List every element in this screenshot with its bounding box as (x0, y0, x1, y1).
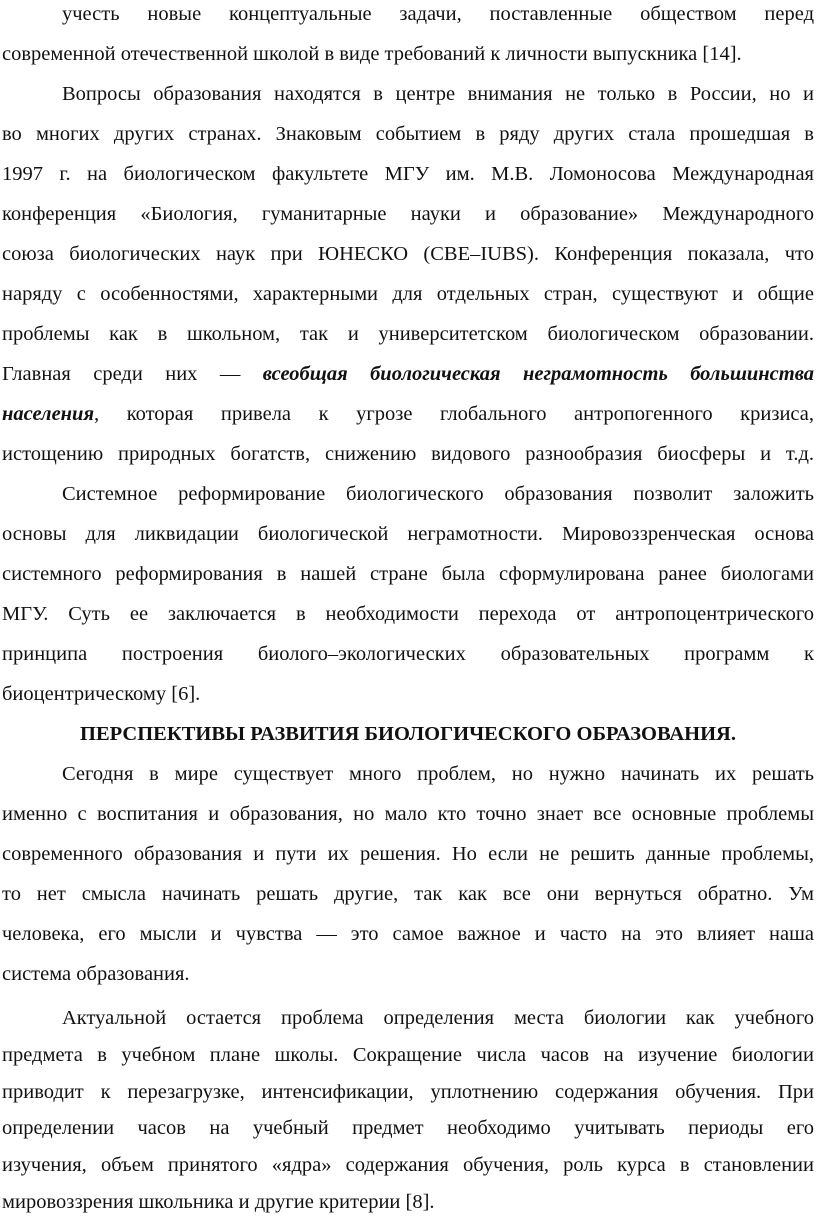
text-line: современной отечественной школой в виде требований к личности выпускника [14]. (2, 43, 742, 65)
text-line: изучения, объем принятого «ядра» содержания обучения, роль курса в становлении (2, 1154, 814, 1177)
text-line: Актуальной остается проблема определения места биологии как учебного (62, 1007, 814, 1029)
text-line: конференция «Биология, гуманитарные науки и образование» Международного (2, 203, 814, 225)
text-line: принципа построения биолого–экологических образовательных программ к (2, 643, 814, 665)
text-line: Вопросы образования находятся в центре внимания не только в России, но и (62, 83, 814, 105)
text-line: система образования. (2, 963, 190, 985)
text-line: мировоззрения школьника и другие критерии [8]. (2, 1191, 435, 1213)
text-line: МГУ. Суть ее заключается в необходимости перехода от антропоцентрического (2, 603, 814, 625)
text-line: предмета в учебном плане школы. Сокращение числа часов на изучение биологии (2, 1043, 814, 1066)
text-line: именно с воспитания и образования, но мало кто точно знает все основные проблемы (2, 803, 814, 825)
text-line: во многих других странах. Знаковым событием в ряду других стала прошедшая в (2, 123, 814, 145)
emphasis-text: населения (2, 403, 95, 425)
text-line: современного образования и пути их решения. Но если не решить данные проблемы, (2, 843, 814, 865)
text-line: Сегодня в мире существует много проблем, но нужно начинать их решать (62, 763, 814, 785)
text-line (2, 360, 814, 388)
emphasis-text: всеобщая биологическая неграмотность большинства (262, 363, 814, 385)
text-span: , которая привела к угрозе глобального антропогенного кризиса, (94, 403, 814, 425)
text-line: Системное реформирование биологического образования позволит заложить (62, 483, 814, 505)
text-line: системного реформирования в нашей стране была сформулирована ранее биологами (2, 563, 814, 585)
text-line: наряду с особенностями, характерными для отдельных стран, существуют и общие (2, 283, 814, 305)
text-line: истощению природных богатств, снижению видового разнообразия биосферы и т.д. (2, 443, 814, 465)
text-line: 1997 г. на биологическом факультете МГУ им. М.В. Ломоносова Международная (2, 163, 814, 185)
text-line: приводит к перезагрузке, интенсификации, уплотнению содержания обучения. При (2, 1080, 814, 1103)
text-line: проблемы как в школьном, так и университетском биологическом образовании. (2, 323, 814, 345)
section-heading: ПЕРСПЕКТИВЫ РАЗВИТИЯ БИОЛОГИЧЕСКОГО ОБРАЗОВАНИЯ. (80, 723, 736, 745)
text-line: биоцентрическому [6]. (2, 683, 201, 705)
text-line (2, 400, 814, 428)
text-line: основы для ликвидации биологической неграмотности. Мировоззренческая основа (2, 523, 814, 545)
text-line: определении часов на учебный предмет необходимо учитывать периоды его (2, 1117, 814, 1140)
text-line: учесть новые концептуальные задачи, поставленные обществом перед (62, 3, 814, 25)
text-line: союза биологических наук при ЮНЕСКО (CBE–IUBS). Конференция показала, что (2, 243, 814, 265)
text-line: то нет смысла начинать решать другие, так как все они вернуться обратно. Ум (2, 883, 814, 905)
text-span: Главная среди них — (2, 363, 263, 385)
text-line: человека, его мысли и чувства — это самое важное и часто на это влияет наша (2, 923, 814, 945)
